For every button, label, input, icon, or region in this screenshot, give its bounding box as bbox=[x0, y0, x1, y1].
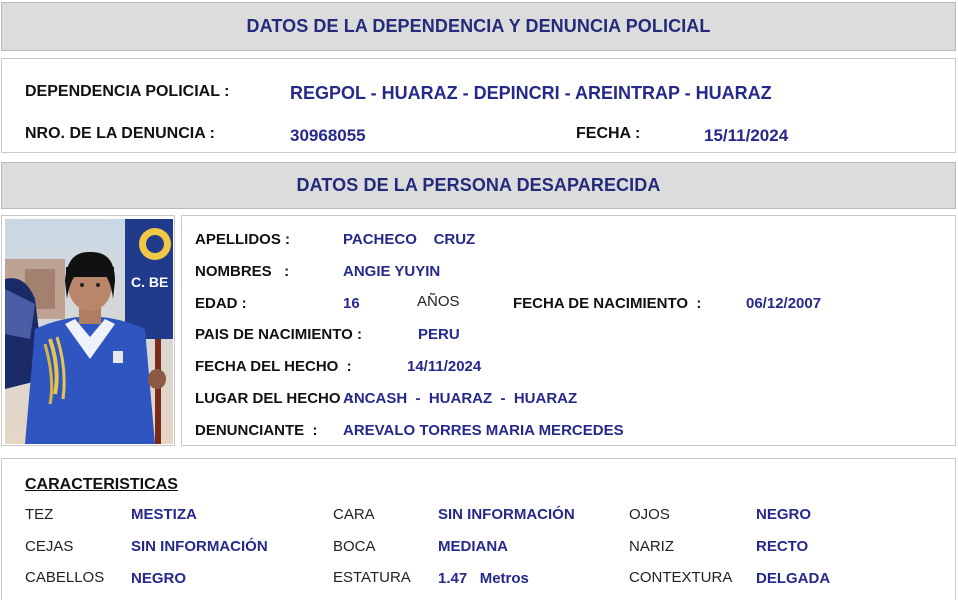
denuncia-label: NRO. DE LA DENUNCIA : bbox=[25, 125, 215, 142]
char-value: MESTIZA bbox=[131, 506, 197, 523]
fecha-hecho-value: 14/11/2024 bbox=[407, 358, 482, 375]
fecha-label: FECHA : bbox=[576, 125, 641, 142]
char-label: NARIZ bbox=[629, 538, 674, 555]
denunciante-label: DENUNCIANTE : bbox=[195, 422, 318, 439]
person-photo-illustration bbox=[5, 219, 173, 444]
section-title: DATOS DE LA DEPENDENCIA Y DENUNCIA POLICIAL bbox=[246, 16, 711, 36]
fecha-hecho-label: FECHA DEL HECHO : bbox=[195, 358, 352, 375]
char-value: SIN INFORMACIÓN bbox=[131, 538, 268, 555]
char-value: DELGADA bbox=[756, 570, 831, 587]
char-label: CONTEXTURA bbox=[629, 569, 733, 586]
caracteristicas-box bbox=[1, 458, 956, 600]
char-value: SIN INFORMACIÓN bbox=[438, 506, 575, 523]
char-label: ESTATURA bbox=[333, 569, 411, 586]
char-label: BOCA bbox=[333, 538, 376, 555]
section-header-persona bbox=[1, 162, 956, 209]
char-label: CABELLOS bbox=[25, 569, 105, 586]
apellidos-value: PACHECO CRUZ bbox=[343, 231, 476, 248]
nombres-value: ANGIE YUYIN bbox=[343, 263, 441, 280]
char-label: CARA bbox=[333, 506, 375, 523]
char-value: NEGRO bbox=[131, 570, 187, 587]
char-label: OJOS bbox=[629, 506, 670, 523]
nombres-label: NOMBRES : bbox=[195, 263, 290, 280]
photo-frame bbox=[1, 215, 175, 446]
char-label: TEZ bbox=[25, 506, 54, 523]
persona-box bbox=[181, 215, 956, 446]
char-value: NEGRO bbox=[756, 506, 812, 523]
char-value: MEDIANA bbox=[438, 538, 508, 555]
edad-label: EDAD : bbox=[195, 295, 247, 312]
pais-nacimiento-label: PAIS DE NACIMIENTO : bbox=[195, 326, 362, 343]
char-label: CEJAS bbox=[25, 538, 74, 555]
dependencia-value: REGPOL - HUARAZ - DEPINCRI - AREINTRAP - HUARAZ bbox=[290, 83, 772, 103]
char-value: 1.47 Metros bbox=[438, 570, 529, 587]
edad-unit: AÑOS bbox=[417, 293, 460, 310]
pais-nacimiento-value: PERU bbox=[418, 326, 460, 343]
flag-badge-text: C. BE bbox=[131, 274, 169, 290]
apellidos-label: APELLIDOS : bbox=[195, 231, 291, 248]
lugar-hecho-value: ANCASH - HUARAZ - HUARAZ bbox=[343, 390, 578, 407]
fecha-value: 15/11/2024 bbox=[704, 126, 789, 145]
fecha-nacimiento-value: 06/12/2007 bbox=[746, 295, 822, 312]
missing-person-photo bbox=[5, 219, 173, 444]
denuncia-value: 30968055 bbox=[290, 126, 366, 145]
dependencia-label: DEPENDENCIA POLICIAL : bbox=[25, 83, 230, 100]
edad-value: 16 bbox=[343, 295, 360, 312]
char-value: RECTO bbox=[756, 538, 809, 555]
denunciante-value: AREVALO TORRES MARIA MERCEDES bbox=[343, 422, 624, 439]
section-header-dependencia bbox=[1, 2, 956, 51]
caracteristicas-title: CARACTERISTICAS bbox=[25, 476, 178, 493]
dependencia-box bbox=[1, 58, 956, 153]
lugar-hecho-label: LUGAR DEL HECHO : bbox=[195, 390, 354, 407]
section-title: DATOS DE LA PERSONA DESAPARECIDA bbox=[296, 175, 661, 195]
fecha-nacimiento-label: FECHA DE NACIMIENTO : bbox=[513, 295, 702, 312]
